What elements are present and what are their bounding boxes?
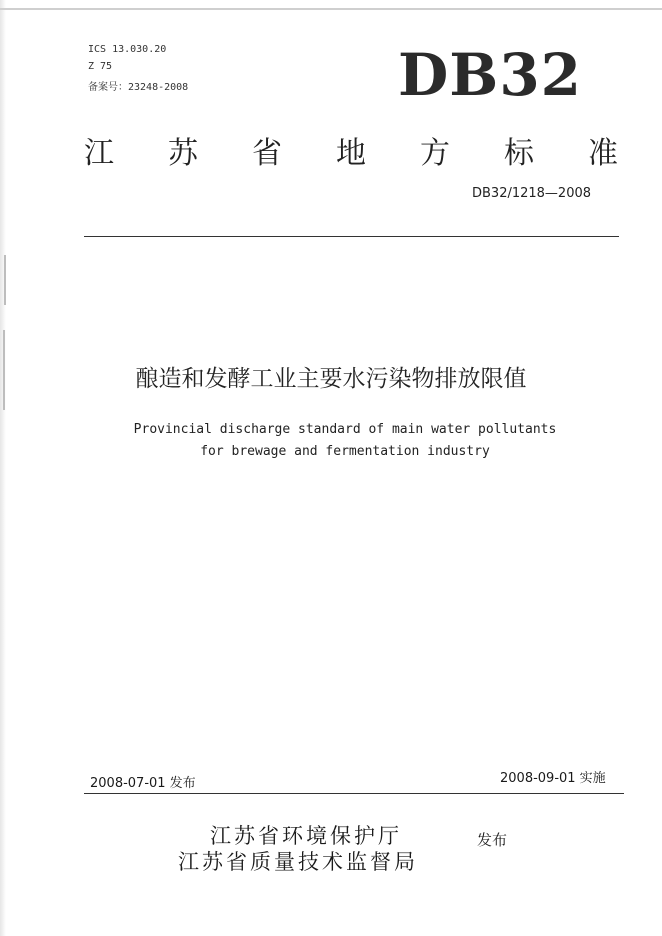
title-english-line2: for brewage and fermentation industry [200,444,490,459]
standard-type [84,128,618,172]
publish-label: 发布 [477,831,508,849]
scan-edge-left [0,0,6,936]
standard-type-char: 方 [420,136,450,171]
scan-edge-top [0,8,662,10]
ics-code: ICS 13.030.20 [88,44,167,55]
standard-type-char: 地 [336,136,366,171]
issuer-environment-dept: 江苏省环境保护厅 [210,824,402,848]
standard-type-char: 标 [504,136,534,171]
issue-date: 2008-07-01 发布 [90,776,196,791]
standard-type-char: 苏 [168,136,198,171]
standard-mark: DB32 [398,41,583,109]
scan-speck [4,255,6,305]
implement-date: 2008-09-01 实施 [500,771,606,786]
standard-type-char: 准 [588,136,618,171]
ccs-code: Z 75 [88,61,113,72]
issuer-quality-bureau: 江苏省质量技术监督局 [178,850,418,874]
filing-number: 备案号：23248-2008 [88,82,189,93]
title-chinese: 酿造和发酵工业主要水污染物排放限值 [135,366,527,392]
standard-type-char: 江 [84,136,114,171]
footer-divider [84,793,624,794]
header-divider [84,236,619,237]
standard-number: DB32/1218—2008 [472,186,592,201]
title-english-line1: Provincial discharge standard of main water pollutants [133,422,557,437]
standard-type-char: 省 [252,136,282,171]
